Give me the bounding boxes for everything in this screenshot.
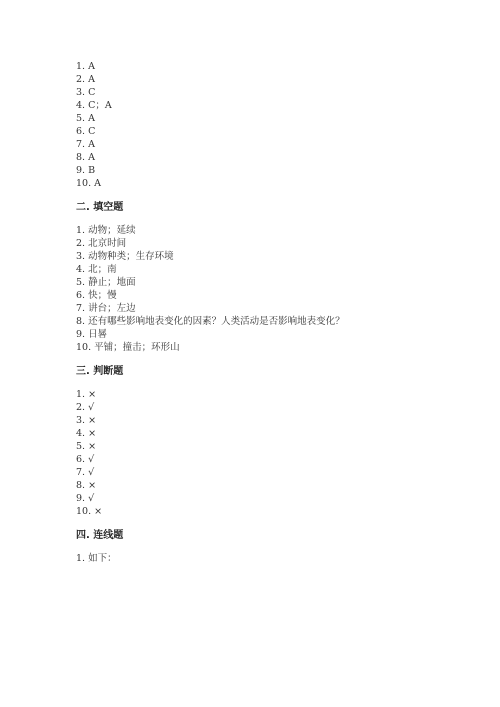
answer-line: 8. × (76, 480, 97, 491)
section-title-true-false: 三. 判断题 (76, 366, 124, 377)
section-fill-blank-answers (76, 224, 456, 354)
section-title-fill-blank: 二. 填空题 (76, 202, 124, 213)
answer-line: 8. A (76, 152, 95, 163)
answer-line: 5. 静止；地面 (76, 277, 136, 288)
section-choice-answers (76, 60, 456, 190)
section-matching-answers (76, 552, 456, 565)
section-title-matching: 四. 连线题 (76, 530, 124, 541)
answer-line: 6. C (76, 126, 96, 137)
answer-line: 10. × (76, 506, 103, 517)
answer-line: 6. √ (76, 454, 95, 465)
answer-line: 10. 平铺；撞击；环形山 (76, 342, 180, 353)
answer-line: 3. × (76, 415, 97, 426)
answer-line: 9. 日晷 (76, 329, 108, 340)
answer-line: 2. 北京时间 (76, 238, 127, 249)
answer-line: 7. √ (76, 467, 95, 478)
answer-line: 4. 北；南 (76, 264, 117, 275)
answer-line: 8. 还有哪些影响地表变化的因素？人类活动是否影响地表变化？ (76, 316, 345, 327)
answer-line: 5. × (76, 441, 97, 452)
answer-line: 9. √ (76, 493, 95, 504)
answer-line: 3. 动物种类；生存环境 (76, 251, 174, 262)
answer-line: 1. A (76, 61, 95, 72)
answer-line: 10. A (76, 178, 101, 189)
answer-line: 7. A (76, 139, 95, 150)
answer-line: 2. √ (76, 402, 95, 413)
answer-line: 2. A (76, 74, 95, 85)
answer-line: 1. 如下： (76, 553, 117, 564)
answer-line: 1. × (76, 389, 97, 400)
answer-line: 6. 快；慢 (76, 290, 117, 301)
section-true-false-answers (76, 388, 456, 518)
answer-line: 9. B (76, 165, 96, 176)
answer-line: 4. C；A (76, 100, 112, 111)
answer-line: 7. 讲台；左边 (76, 303, 136, 314)
answer-line: 4. × (76, 428, 97, 439)
answer-line: 1. 动物；延续 (76, 225, 136, 236)
answer-document (76, 60, 456, 565)
answer-line: 3. C (76, 87, 96, 98)
answer-line: 5. A (76, 113, 95, 124)
